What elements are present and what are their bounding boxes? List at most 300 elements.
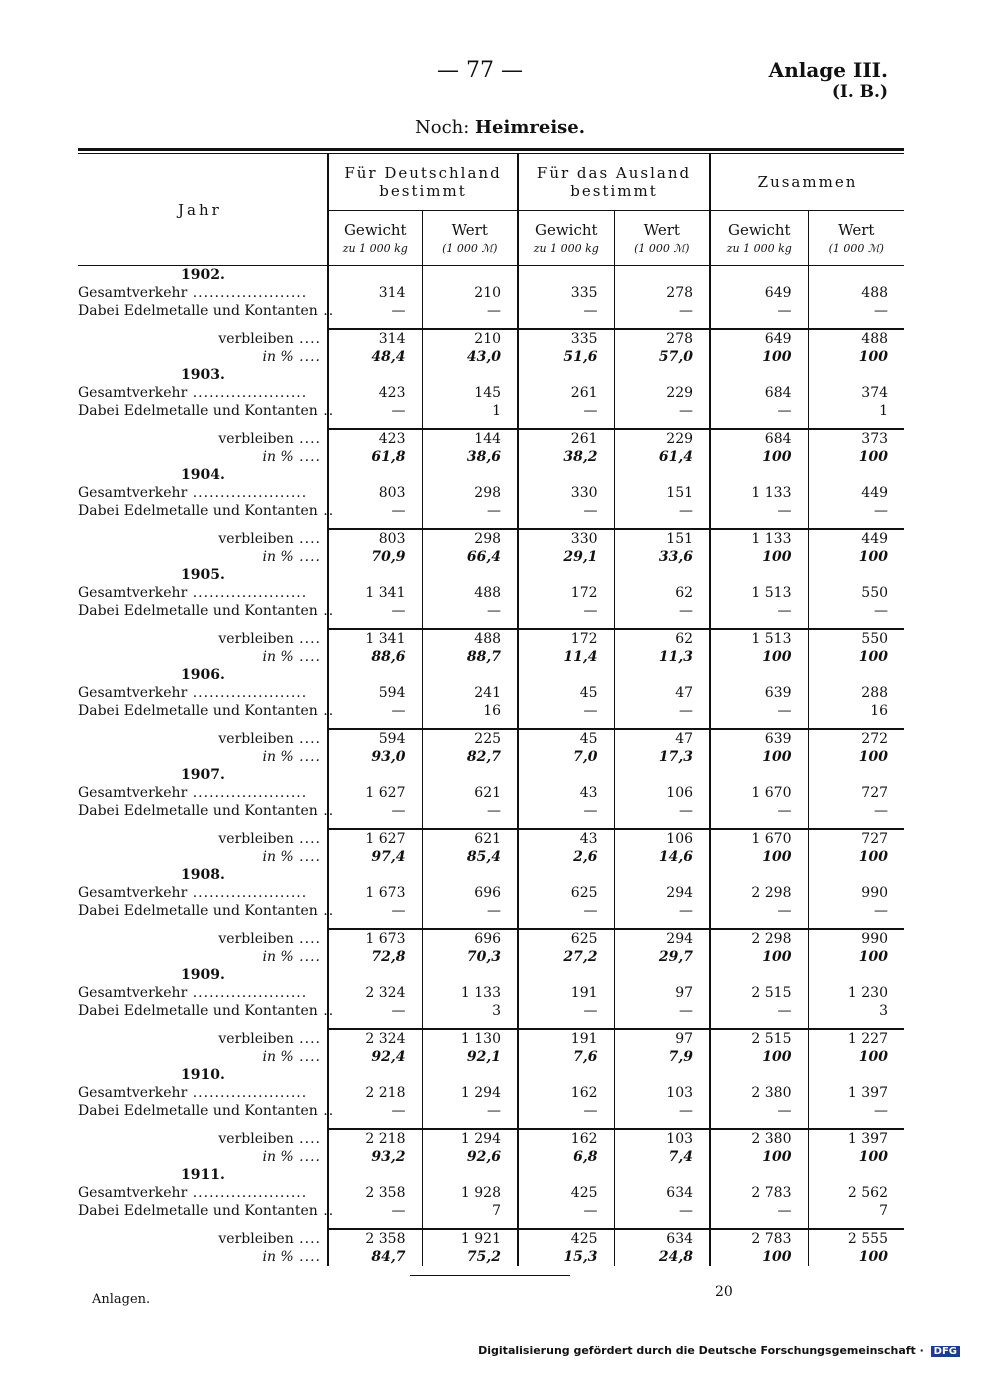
row-label-text: verbleiben [218,330,294,347]
table-cell: 7,0 [518,748,614,766]
page-number: — 77 — [437,58,523,83]
leader-dots: .. [317,1003,335,1019]
year-row [78,566,904,584]
table-cell: — [710,1002,808,1020]
table-cell: — [614,502,710,520]
leader-dots: .... [293,330,321,347]
unit-value: (1 000 ℳ) [614,241,710,266]
table-cell: 374 [808,384,904,402]
subheader-value: Wert [808,211,904,242]
table-cell [614,1066,710,1084]
unit-weight: zu 1 000 kg [328,241,422,266]
year-row [78,966,904,984]
table-cell: — [710,1202,808,1220]
row-label-text: Gesamtverkehr [78,285,188,301]
group-header-total: Zusammen [710,154,904,211]
table-cell [328,1166,422,1184]
table-cell: — [808,802,904,820]
table-cell: 2 218 [328,1129,422,1148]
row-label-text: Gesamtverkehr [78,385,188,401]
table-cell: 803 [328,484,422,502]
table-cell [808,866,904,884]
spacer-cell [518,320,614,329]
leader-dots: .... [293,749,321,765]
table-cell: — [614,402,710,420]
table-cell [422,966,518,984]
leader-dots: ..................... [187,1085,308,1101]
row-label [78,684,328,702]
table-cell: — [328,902,422,920]
table-cell: 43,0 [422,348,518,366]
table-cell: 17,3 [614,748,710,766]
leader-dots: .... [293,1130,321,1147]
spacer-cell [78,420,328,429]
row-label [78,902,335,920]
table-cell: 1 341 [328,584,422,602]
leader-dots: .... [293,830,321,847]
table-cell [422,666,518,684]
row-label-text: Dabei Edelmetalle und Kontanten [78,403,318,419]
year-row [78,466,904,484]
subheader-weight: Gewicht [328,211,422,242]
leader-dots: .... [293,849,321,865]
table-cell [710,266,808,285]
table-cell: 62 [614,629,710,648]
leader-dots: .... [293,1030,321,1047]
table-cell: 2 324 [328,1029,422,1048]
table-row [78,1248,904,1266]
table-cell: 100 [808,448,904,466]
table-cell [422,366,518,384]
table-cell [328,666,422,684]
table-cell [710,1166,808,1184]
table-cell: 103 [614,1084,710,1102]
spacer-cell [518,620,614,629]
table-row [78,702,904,720]
table-cell [614,566,710,584]
row-label-text: verbleiben [218,430,294,447]
subheader-value: Wert [614,211,710,242]
table-cell: 639 [710,684,808,702]
table-cell [328,366,422,384]
table-cell: 2 515 [710,1029,808,1048]
table-cell: 488 [808,284,904,302]
spacer-cell [710,620,808,629]
table-cell: — [518,1002,614,1020]
table-cell: 38,2 [518,448,614,466]
row-label-text: in % [262,349,294,365]
table-cell: 423 [328,384,422,402]
row-spacer [78,920,904,929]
row-label-text: Gesamtverkehr [78,485,188,501]
row-label-text: Dabei Edelmetalle und Kontanten [78,903,318,919]
annex-label: Anlage III. [768,58,888,82]
table-cell: 261 [518,429,614,448]
table-cell: — [710,1102,808,1120]
table-cell [518,666,614,684]
table-cell: 6,8 [518,1148,614,1166]
spacer-cell [422,820,518,829]
row-label-text: in % [262,749,294,765]
table-cell: — [422,1102,518,1120]
leader-dots: .. [317,1103,335,1119]
row-label [78,384,328,402]
table-cell: 2 324 [328,984,422,1002]
spacer-cell [328,920,422,929]
row-label [78,402,335,420]
table-cell: — [614,1202,710,1220]
spacer-cell [422,320,518,329]
table-cell [614,366,710,384]
table-cell: 7 [422,1202,518,1220]
table-cell: 15,3 [518,1248,614,1266]
table-cell: 16 [422,702,518,720]
spacer-cell [614,820,710,829]
table-cell: 488 [422,584,518,602]
year-column-header: Jahr [78,154,328,266]
spacer-cell [422,1220,518,1229]
table-row [78,284,904,302]
spacer-cell [328,1220,422,1229]
row-label-text: verbleiben [218,730,294,747]
table-cell: — [808,902,904,920]
table-cell: 294 [614,884,710,902]
table-row [78,1184,904,1202]
row-label [78,984,328,1002]
spacer-cell [710,1020,808,1029]
spacer-cell [422,1120,518,1129]
table-row [78,448,904,466]
table-cell: 241 [422,684,518,702]
year-label: 1908. [181,867,225,883]
year-label: 1903. [181,367,225,383]
table-row [78,302,904,320]
spacer-cell [614,1220,710,1229]
group-header-abroad: Für das Ausland bestimmt [518,154,710,211]
table-cell: 550 [808,584,904,602]
table-cell [614,666,710,684]
table-cell: 1 294 [422,1129,518,1148]
table-cell [808,1166,904,1184]
table-cell: 594 [328,684,422,702]
table-cell: 100 [808,848,904,866]
spacer-cell [422,720,518,729]
spacer-cell [808,620,904,629]
table-cell: 2 783 [710,1229,808,1248]
table-cell: 3 [422,1002,518,1020]
table-cell: 151 [614,529,710,548]
row-label-text: in % [262,949,294,965]
spacer-cell [78,1220,328,1229]
table-cell: 100 [808,748,904,766]
table-cell: 82,7 [422,748,518,766]
subheader-weight: Gewicht [518,211,614,242]
table-cell: 990 [808,884,904,902]
table-cell: — [808,1102,904,1120]
table-cell: 151 [614,484,710,502]
digitization-credit: Digitalisierung gefördert durch die Deutsche Forschungsgemeinschaft · DFG [478,1344,960,1357]
spacer-cell [328,1120,422,1129]
table-cell: 684 [710,429,808,448]
table-row [78,402,904,420]
table-cell: 550 [808,629,904,648]
leader-dots: ..................... [187,885,308,901]
table-cell: 314 [328,329,422,348]
table-cell: 7,9 [614,1048,710,1066]
row-label-text: in % [262,449,294,465]
table-cell: 1 670 [710,784,808,802]
year-row [78,366,904,384]
leader-dots: .... [293,1049,321,1065]
table-cell: 335 [518,284,614,302]
table-cell: 57,0 [614,348,710,366]
table-cell: 634 [614,1229,710,1248]
row-label [78,1229,328,1248]
table-cell: 425 [518,1229,614,1248]
spacer-cell [808,1120,904,1129]
table-cell: 43 [518,784,614,802]
table-cell: — [422,302,518,320]
spacer-cell [808,520,904,529]
table-cell: 85,4 [422,848,518,866]
year-label: 1905. [181,567,225,583]
subtitle-text: Heimreise. [475,117,586,138]
row-label [78,329,328,348]
table-cell: 1 670 [710,829,808,848]
table-row [78,984,904,1002]
row-label-text: Dabei Edelmetalle und Kontanten [78,703,318,719]
table-cell: 47 [614,729,710,748]
table-cell: 278 [614,284,710,302]
leader-dots: .... [293,1230,321,1247]
table-cell: 2 380 [710,1129,808,1148]
table-cell: — [710,702,808,720]
row-label-text: Gesamtverkehr [78,1085,188,1101]
table-cell: — [328,1102,422,1120]
table-cell: — [518,302,614,320]
credit-text: Digitalisierung gefördert durch die Deutsche Forschungsgemeinschaft [478,1344,916,1357]
spacer-cell [614,720,710,729]
unit-value: (1 000 ℳ) [422,241,518,266]
table-row [78,602,904,620]
table-cell: 449 [808,529,904,548]
spacer-cell [78,520,328,529]
table-row [78,1129,904,1148]
table-cell [808,266,904,285]
table-cell: 29,7 [614,948,710,966]
row-label [78,629,328,648]
spacer-cell [328,320,422,329]
year-row [78,866,904,884]
table-cell [328,1066,422,1084]
row-label [78,802,335,820]
table-cell: 335 [518,329,614,348]
leader-dots: ..................... [187,285,308,301]
subtitle-prefix: Noch: [414,117,470,138]
table-cell: 11,4 [518,648,614,666]
table-cell: 2,6 [518,848,614,866]
table-cell: 298 [422,529,518,548]
table-cell [808,766,904,784]
row-label [78,1048,328,1066]
row-spacer [78,1120,904,1129]
leader-dots: ..................... [187,785,308,801]
leader-dots: .. [317,1203,335,1219]
spacer-cell [614,420,710,429]
table-cell: 1 341 [328,629,422,648]
table-cell: — [328,502,422,520]
unit-weight: zu 1 000 kg [518,241,614,266]
row-spacer [78,1220,904,1229]
table-cell: 29,1 [518,548,614,566]
spacer-cell [422,520,518,529]
row-label [78,584,328,602]
table-cell: — [328,1002,422,1020]
table-cell: 162 [518,1084,614,1102]
table-cell: 97,4 [328,848,422,866]
table-cell: 43 [518,829,614,848]
table-cell: 1 230 [808,984,904,1002]
leader-dots: .. [317,803,335,819]
year-label: 1910. [181,1067,225,1083]
row-label [78,1002,335,1020]
table-cell: — [710,802,808,820]
row-label-text: Gesamtverkehr [78,985,188,1001]
year-row [78,666,904,684]
table-cell: 278 [614,329,710,348]
table-cell: 1 627 [328,784,422,802]
table-cell: 100 [808,1148,904,1166]
row-label [78,929,328,948]
table-cell: — [518,1102,614,1120]
table-cell [518,766,614,784]
spacer-cell [422,620,518,629]
spacer-cell [614,620,710,629]
row-spacer [78,820,904,829]
table-cell [710,366,808,384]
spacer-cell [422,420,518,429]
spacer-cell [614,520,710,529]
table-cell: 100 [808,548,904,566]
table-cell: 649 [710,329,808,348]
spacer-cell [808,420,904,429]
table-cell [808,566,904,584]
table-cell: 1 [422,402,518,420]
table-cell: 100 [710,448,808,466]
spacer-cell [78,1020,328,1029]
row-label [78,548,328,566]
table-cell: 294 [614,929,710,948]
table-row [78,648,904,666]
table-cell: — [328,802,422,820]
row-label-text: in % [262,549,294,565]
row-label-text: verbleiben [218,1030,294,1047]
table-row [78,1102,904,1120]
row-label [78,1084,328,1102]
spacer-cell [808,820,904,829]
table-cell [422,466,518,484]
table-cell: — [518,902,614,920]
year-label: 1906. [181,667,225,683]
spacer-cell [78,320,328,329]
row-label-text: verbleiben [218,1230,294,1247]
row-label-text: verbleiben [218,930,294,947]
table-cell [328,766,422,784]
table-cell: 97 [614,984,710,1002]
leader-dots: .... [293,349,321,365]
spacer-cell [518,720,614,729]
row-label-text: Dabei Edelmetalle und Kontanten [78,1103,318,1119]
table-cell: 100 [710,1248,808,1266]
table-cell [710,1066,808,1084]
table-cell: 1 921 [422,1229,518,1248]
row-label [78,648,328,666]
table-cell: — [614,302,710,320]
table-cell: — [422,902,518,920]
row-spacer [78,520,904,529]
row-label [78,302,335,320]
table-cell: 625 [518,929,614,948]
table-cell: — [328,702,422,720]
table-cell: 1 513 [710,584,808,602]
table-cell: 2 298 [710,929,808,948]
table-cell: 92,4 [328,1048,422,1066]
spacer-cell [710,920,808,929]
table-cell: 210 [422,284,518,302]
table-cell: 696 [422,929,518,948]
table-cell: 61,8 [328,448,422,466]
table-cell: — [422,602,518,620]
table-cell [710,466,808,484]
year-label: 1911. [181,1167,225,1183]
table-cell: 7,4 [614,1148,710,1166]
leader-dots: .. [317,503,335,519]
table-row [78,1002,904,1020]
footer-page-number: 20 [715,1284,733,1300]
row-spacer [78,320,904,329]
spacer-cell [808,920,904,929]
table-cell: 38,6 [422,448,518,466]
row-label [78,1248,328,1266]
table-cell: 27,2 [518,948,614,966]
row-label [78,729,328,748]
table-cell: 1 673 [328,929,422,948]
table-row [78,529,904,548]
table-cell: 51,6 [518,348,614,366]
spacer-cell [710,1120,808,1129]
table-cell: — [710,602,808,620]
table-cell [614,966,710,984]
table-row [78,684,904,702]
table-row [78,902,904,920]
row-label-text: in % [262,849,294,865]
year-row [78,1066,904,1084]
row-label-text: Dabei Edelmetalle und Kontanten [78,1003,318,1019]
table-row [78,1202,904,1220]
table-row [78,1229,904,1248]
table-cell [614,766,710,784]
leader-dots: .... [293,730,321,747]
spacer-cell [78,720,328,729]
table-cell [710,866,808,884]
table-cell: 210 [422,329,518,348]
table-cell: 100 [710,948,808,966]
table-cell: — [328,302,422,320]
table-cell: 1 227 [808,1029,904,1048]
table-cell: 2 298 [710,884,808,902]
table-cell: 225 [422,729,518,748]
row-spacer [78,420,904,429]
